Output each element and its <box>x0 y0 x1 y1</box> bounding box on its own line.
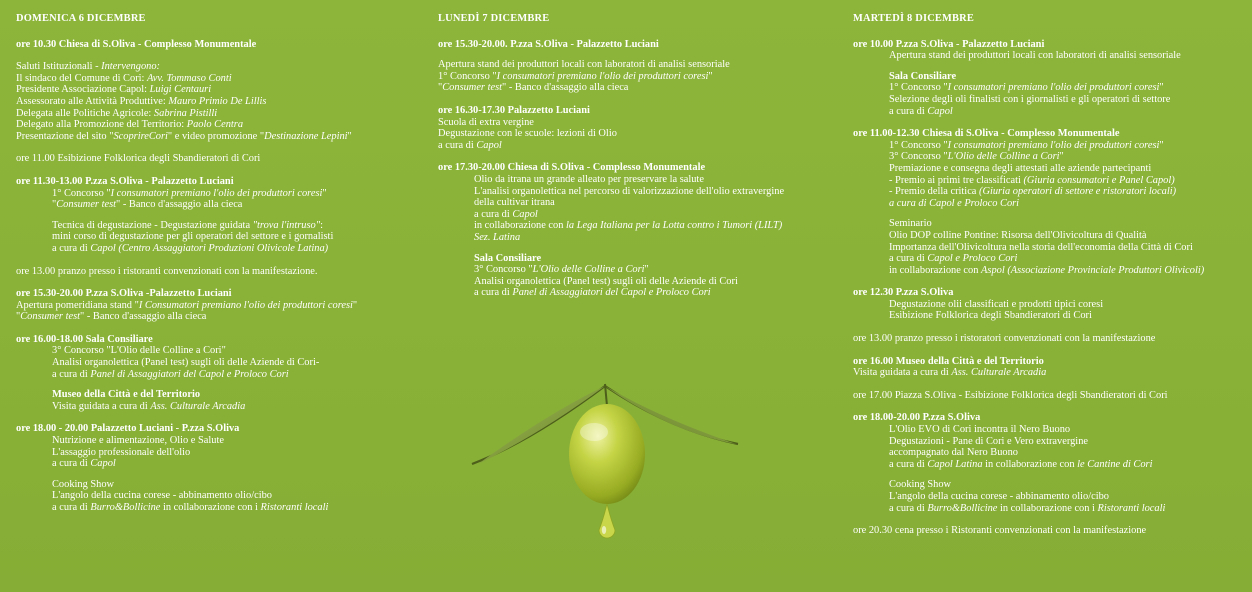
text-line: a cura di Capol <box>474 208 538 220</box>
event-block <box>16 153 421 165</box>
event-title: ore 15.30-20.00. P.zza S.Oliva - Palazzetto Luciani <box>438 38 659 50</box>
event-block <box>853 412 1249 514</box>
text-line: Saluti Istituzionali - Intervengono: <box>16 61 160 73</box>
text-line: L'angolo della cucina corese - abbinamento olio/cibo <box>889 491 1109 502</box>
text-line: Cooking Show <box>52 478 115 490</box>
event-title: ore 11.30-13.00 P.zza S.Oliva - Palazzetto Luciani <box>16 175 234 187</box>
event-block <box>16 266 421 278</box>
event-block <box>853 525 1249 537</box>
text-line: Apertura stand dei produttori locali con laboratori di analisi sensoriale <box>438 59 730 71</box>
event-line: ore 20.30 cena presso i Ristoranti convenzionati con la manifestazione <box>853 525 1147 537</box>
column-sunday <box>16 10 421 525</box>
greetings-block <box>16 61 421 142</box>
text-line: Apertura stand dei produttori locali con laboratori di analisi sensoriale <box>889 50 1181 62</box>
text-line: a cura di Capol e Proloco Cori <box>889 197 1020 209</box>
text-line: Visita guidata a cura di Ass. Culturale Arcadia <box>853 367 1047 379</box>
text-line: L'assaggio professionale dell'olio <box>52 446 191 458</box>
event-title: ore 18.00 - 20.00 Palazzetto Luciani - P.zza S.Oliva <box>16 423 240 435</box>
text-line: L'analisi organolettica nel percorso di valorizzazione dell'olio extravergine <box>474 185 785 197</box>
event-block <box>853 287 1249 322</box>
event-block <box>853 128 1249 276</box>
text-line: Visita guidata a cura di Ass. Culturale Arcadia <box>52 400 246 412</box>
event-title: ore 16.00-18.00 Sala Consiliare <box>16 333 153 345</box>
text-line: Importanza dell'Olivicoltura nella storia dell'economia della Città di Cori <box>889 241 1193 253</box>
event-title: ore 10.00 P.zza S.Oliva - Palazzetto Luciani <box>853 38 1045 50</box>
event-block <box>438 39 830 94</box>
event-title: ore 17.30-20.00 Chiesa di S.Oliva - Complesso Monumentale <box>438 162 706 174</box>
text-line: Degustazioni - Pane di Cori e Vero extravergine <box>889 435 1088 447</box>
text-line: Olio da itrana un grande alleato per preservare la salute <box>474 173 704 185</box>
event-line: ore 13.00 pranzo presso i ristoranti convenzionati con la manifestazione. <box>16 265 318 277</box>
text-line: "Consumer test" - Banco d'assaggio alla cieca <box>438 82 629 94</box>
text-line: - Premio ai primi tre classificati (Giuria consumatori e Panel Capol) <box>889 174 1175 186</box>
text-line: Olio DOP colline Pontine: Risorsa dell'Olivicoltura di Qualità <box>889 229 1147 241</box>
event-title: ore 10.30 Chiesa di S.Oliva - Complesso Monumentale <box>16 38 257 50</box>
event-title: ore 16.30-17.30 Palazzetto Luciani <box>438 104 590 116</box>
event-block <box>16 176 421 255</box>
text-line: Sez. Latina <box>474 231 521 243</box>
text-line: a cura di Capol <box>438 139 502 151</box>
event-block <box>853 356 1249 379</box>
text-line: in collaborazione con Aspol (Associazione Provinciale Produttori Olivicoli) <box>889 264 1205 276</box>
event-block <box>16 39 421 51</box>
text-line: Assessorato alle Attività Produttive: Mauro Primio De Lillis <box>16 95 267 107</box>
text-line: Seminario <box>889 218 932 230</box>
column-monday <box>438 10 830 310</box>
text-line: Analisi organolettica (Panel test) sugli oli delle Aziende di Cori <box>474 275 738 287</box>
text-line: Delegata alle Politiche Agricole: Sabrina Pistilli <box>16 107 218 119</box>
text-line: - Premio della critica (Giuria operatori di settore e ristoratori locali) <box>889 186 1177 198</box>
text-line: L'angolo della cucina corese - abbinamento olio/cibo <box>52 490 272 502</box>
day-header-sunday: DOMENICA 6 DICEMBRE <box>16 13 146 24</box>
event-title: ore 16.00 Museo della Città e del Territorio <box>853 355 1044 367</box>
text-line: "Consumer test" - Banco d'assaggio alla cieca <box>52 199 243 211</box>
text-line: a cura di Panel di Assaggiatori del Capol e Proloco Cori <box>52 368 289 380</box>
text-line: L'Olio EVO di Cori incontra il Nero Buono <box>889 424 1071 436</box>
text-line: Presidente Associazione Capol: Luigi Centauri <box>16 84 212 96</box>
text-line: "Consumer test" - Banco d'assaggio alla cieca <box>16 311 207 323</box>
text-line: 3° Concorso "L'Olio delle Colline a Cori" <box>474 264 649 276</box>
event-block <box>16 423 421 513</box>
text-line: in collaborazione con la Lega Italiana per la Lotta contro i Tumori (LILT) <box>474 220 783 232</box>
event-title: ore 11.00-12.30 Chiesa di S.Oliva - Complesso Monumentale <box>853 128 1120 140</box>
text-line: Cooking Show <box>889 479 952 491</box>
event-block <box>853 333 1249 345</box>
event-block <box>16 334 421 413</box>
event-line: ore 11.00 Esibizione Folklorica degli Sbandieratori di Cori <box>16 153 261 165</box>
text-line: Presentazione del sito "ScoprireCori" e video promozione "Destinazione Lepini" <box>16 130 352 142</box>
text-line: 1° Concorso "I consumatori premiano l'olio dei produttori coresi" <box>52 187 327 199</box>
text-line: della cultivar itrana <box>474 197 555 209</box>
olive-highlight <box>580 423 608 441</box>
text-line: Degustazione con le scuole: lezioni di Olio <box>438 128 617 140</box>
text-line: a cura di Burro&Bollicine in collaborazione con i Ristoranti locali <box>889 502 1166 514</box>
oil-drop-highlight <box>602 526 606 534</box>
event-title: ore 18.00-20.00 P.zza S.Oliva <box>853 412 981 424</box>
text-line: Degustazione olii classificati e prodotti tipici coresi <box>889 298 1104 310</box>
text-line: a cura di Capol Latina in collaborazione con le Cantine di Cori <box>889 458 1153 470</box>
text-line: Selezione degli oli finalisti con i giornalisti e gli operatori di settore <box>889 93 1171 105</box>
text-line: Nutrizione e alimentazione, Olio e Salute <box>52 435 224 447</box>
event-line: ore 17.00 Piazza S.Oliva - Esibizione Folklorica degli Sbandieratori di Cori <box>853 389 1168 401</box>
text-line: 1° Concorso "I consumatori premiano l'olio dei produttori coresi" <box>438 70 713 82</box>
text-line: Apertura pomeridiana stand "I Consumatori premiano l'olio dei produttori coresi" <box>16 299 358 311</box>
text-line: 3° Concorso "L'Olio delle Colline a Cori" <box>889 151 1064 163</box>
event-block <box>16 288 421 323</box>
event-block <box>438 105 830 151</box>
text-line: mini corso di degustazione per gli operatori del settore e i gornalisti <box>52 231 334 243</box>
text-line: 1° Concorso "I consumatori premiano l'olio dei produttori coresi" <box>889 139 1164 151</box>
event-title: ore 12.30 P.zza S.Oliva <box>853 287 954 299</box>
event-line: ore 13.00 pranzo presso i ristoratori convenzionati con la manifestazione <box>853 333 1156 345</box>
event-block <box>853 39 1249 118</box>
text-line: a cura di Capol <box>52 458 116 470</box>
text-line: a cura di Burro&Bollicine in collaborazione con i Ristoranti locali <box>52 502 329 513</box>
event-title: ore 15.30-20.00 P.zza S.Oliva -Palazzetto Luciani <box>16 288 232 300</box>
sub-event-title: Museo della Città e del Territorio <box>52 389 201 401</box>
text-line: Premiazione e consegna degli attestati alle aziende partecipanti <box>889 162 1152 174</box>
text-line: Delegato alla Promozione del Territorio: Paolo Centra <box>16 119 244 131</box>
sub-event-title: Sala Consiliare <box>889 70 957 82</box>
text-line: Il sindaco del Comune di Cori: Avv. Tommaso Conti <box>16 72 232 84</box>
day-header-monday: LUNEDÌ 7 DICEMBRE <box>438 13 550 24</box>
text-line: Analisi organolettica (Panel test) sugli oli delle Aziende di Cori- <box>52 357 320 369</box>
text-line: Esibizione Folklorica degli Sbandieratori di Cori <box>889 310 1092 322</box>
column-tuesday <box>853 10 1249 548</box>
text-line: a cura di Capol <box>889 105 953 117</box>
text-line: a cura di Capol (Centro Assaggiatori Produzioni Olivicole Latina) <box>52 242 329 254</box>
text-line: accompagnato dal Nero Buono <box>889 447 1018 459</box>
event-block <box>438 162 830 299</box>
text-line: Scuola di extra vergine <box>438 116 534 128</box>
text-line: a cura di Panel di Assaggiatori del Capol e Proloco Cori <box>474 287 711 299</box>
event-block <box>853 390 1249 402</box>
text-line: a cura di Capol e Proloco Cori <box>889 253 1018 265</box>
oil-drop <box>599 504 615 538</box>
olive-illustration <box>470 372 740 552</box>
text-line: 1° Concorso "I consumatori premiano l'olio dei produttori coresi" <box>889 82 1164 94</box>
day-header-tuesday: MARTEDÌ 8 DICEMBRE <box>853 13 975 24</box>
text-line: Tecnica di degustazione - Degustazione guidata "trova l'intruso": <box>52 219 323 231</box>
sub-event-title: Sala Consiliare <box>474 252 542 264</box>
olive-fruit <box>569 404 645 504</box>
text-line: 3° Concorso "L'Olio delle Colline a Cori" <box>52 345 226 357</box>
